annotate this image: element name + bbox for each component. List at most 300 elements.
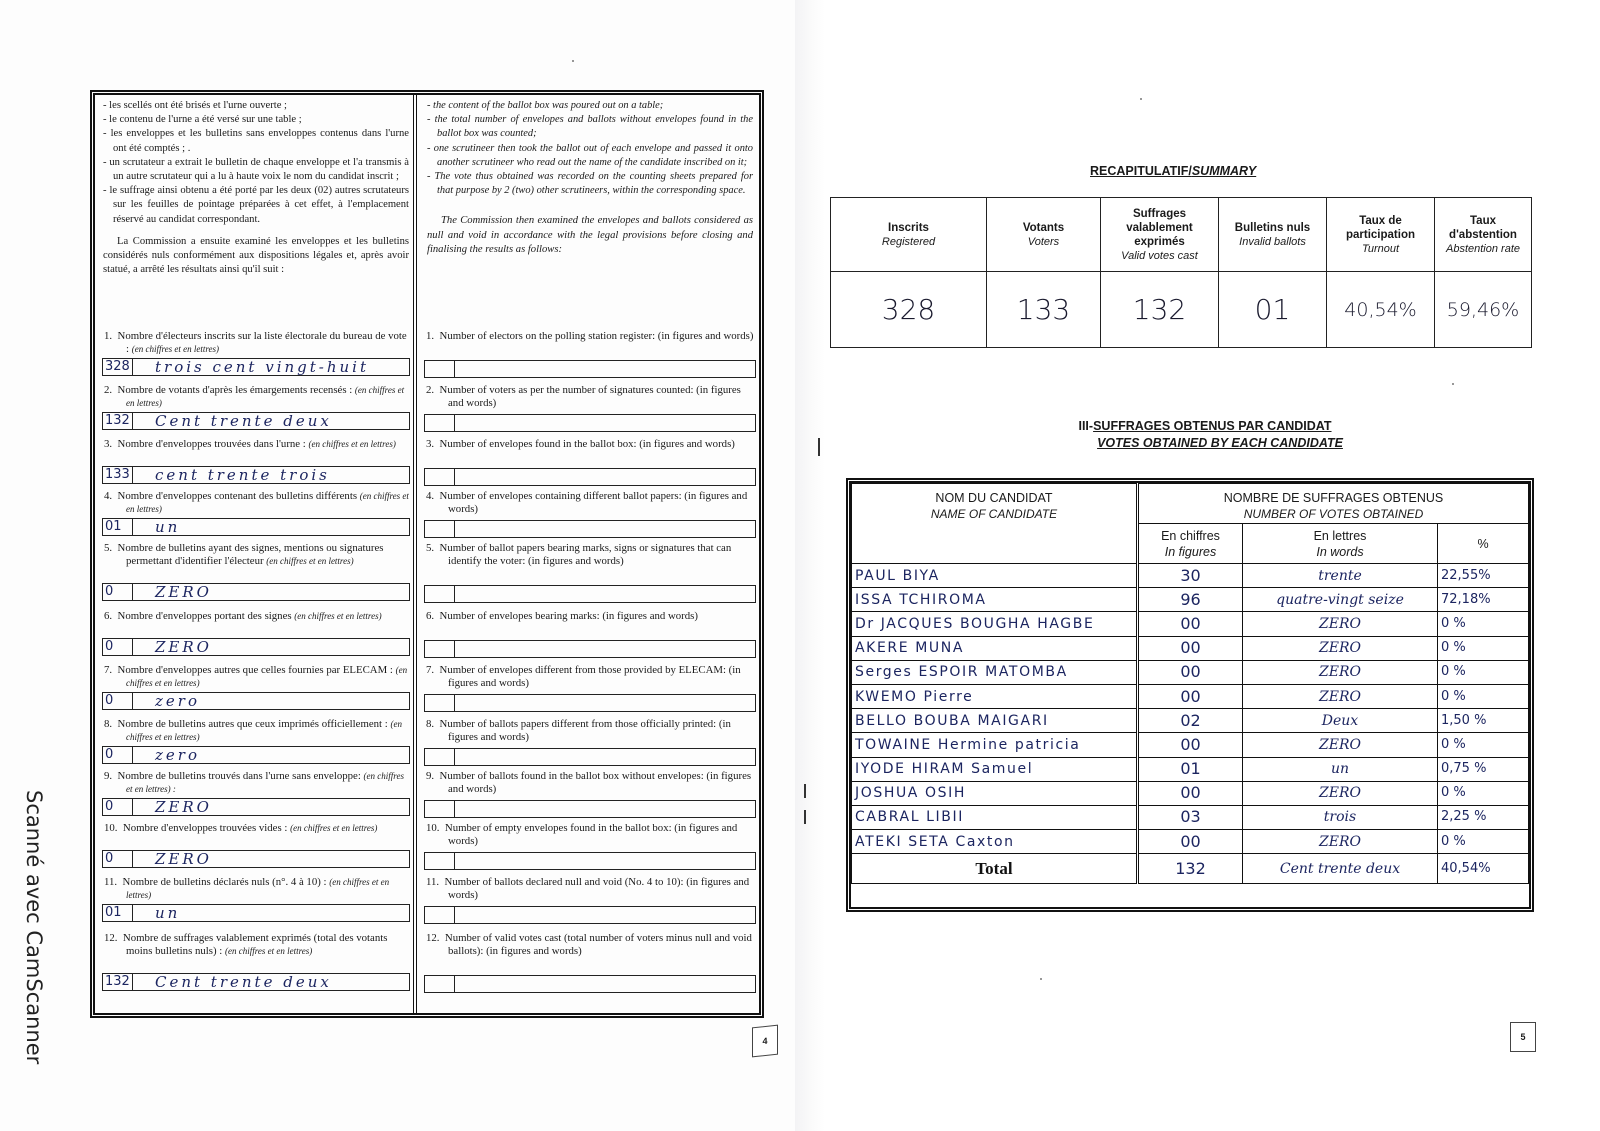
summary-values-row: [831, 272, 1532, 348]
answer-box[interactable]: [424, 640, 756, 658]
candidate-votes-words[interactable]: Deux: [1243, 709, 1438, 733]
candidate-results-table: [851, 483, 1529, 884]
result-item: [422, 542, 756, 568]
result-item: [100, 384, 410, 429]
candidate-row: [852, 830, 1529, 854]
candidate-header-row: [852, 484, 1529, 524]
answer-words[interactable]: zero: [155, 693, 200, 709]
item-number: 10.: [104, 822, 118, 834]
candidate-percent[interactable]: 2,25 %: [1438, 805, 1529, 829]
watermark-text: Scanné avec CamScanner: [22, 790, 46, 1065]
candidate-votes-figures[interactable]: 00: [1138, 830, 1243, 854]
scan-speck: [1140, 98, 1142, 100]
item-label: [422, 664, 756, 690]
scan-speck: [1040, 978, 1042, 980]
answer-figure[interactable]: 0: [103, 639, 133, 655]
result-item: [100, 718, 410, 763]
candidate-name[interactable]: IYODE HIRAM Samuel: [852, 757, 1138, 781]
candidate-votes-figures[interactable]: 02: [1138, 709, 1243, 733]
header-invalid-ballots: Bulletins nuls Invalid ballots: [1219, 198, 1327, 272]
candidate-votes-figures[interactable]: 03: [1138, 805, 1243, 829]
book-gutter: [795, 0, 825, 1131]
value-abstention[interactable]: 59,46%: [1435, 272, 1532, 348]
candidate-name[interactable]: TOWAINE Hermine patricia: [852, 733, 1138, 757]
candidate-votes-figures[interactable]: 00: [1138, 636, 1243, 660]
item-label: [100, 438, 410, 451]
item-number: 8.: [426, 718, 435, 730]
answer-figure[interactable]: [425, 586, 455, 602]
item-label: [100, 932, 410, 958]
result-item: [100, 770, 410, 815]
answer-box[interactable]: [424, 975, 756, 993]
item-number: 7.: [426, 664, 435, 676]
candidate-name[interactable]: Serges ESPOIR MATOMBA: [852, 660, 1138, 684]
item-hint: (en chiffres et en lettres): [126, 877, 390, 900]
candidate-votes-words[interactable]: ZERO: [1243, 612, 1438, 636]
candidate-votes-words[interactable]: ZERO: [1243, 684, 1438, 708]
english-result-items: [422, 330, 756, 1010]
item-label: [100, 718, 410, 744]
item-text: Number of ballots papers different from those officially printed: (in figures and words): [439, 718, 731, 743]
answer-words[interactable]: ZERO: [155, 799, 212, 815]
answer-words[interactable]: [455, 521, 755, 537]
result-item: [422, 438, 756, 451]
header-candidate-name: NOM DU CANDIDAT NAME OF CANDIDATE: [852, 484, 1138, 564]
candidate-votes-figures[interactable]: 00: [1138, 660, 1243, 684]
item-text: Nombre de bulletins autres que ceux imprimés officiellement :: [117, 718, 388, 730]
answer-words[interactable]: ZERO: [155, 639, 212, 655]
answer-figure[interactable]: [425, 415, 455, 431]
candidate-name[interactable]: PAUL BIYA: [852, 564, 1138, 588]
item-label: [100, 542, 410, 568]
candidate-votes-figures[interactable]: 00: [1138, 781, 1243, 805]
procedure-step: - one scrutineer then took the ballot out of each envelope and passed it onto another scrutineer who read out the name of the candidate inscribed on it;: [427, 142, 753, 168]
summary-title: [1090, 164, 1256, 178]
result-item: [100, 610, 410, 655]
item-number: 7.: [104, 664, 113, 676]
answer-words[interactable]: ZERO: [155, 851, 212, 867]
answer-figure[interactable]: [425, 749, 455, 765]
item-text: Nombre de bulletins déclarés nuls (n°. 4 à 10) :: [122, 876, 327, 888]
item-number: 6.: [426, 610, 435, 622]
item-number: 3.: [104, 438, 113, 450]
answer-box[interactable]: [424, 748, 756, 766]
answer-figure[interactable]: [425, 361, 455, 377]
candidate-percent[interactable]: 0 %: [1438, 684, 1529, 708]
result-item: [100, 542, 410, 600]
answer-box[interactable]: [102, 798, 410, 816]
candidate-votes-words[interactable]: un: [1243, 757, 1438, 781]
result-item: [100, 330, 410, 375]
header-in-figures: En chiffres In figures: [1138, 524, 1243, 564]
candidate-row: [852, 733, 1529, 757]
french-result-items: [100, 330, 410, 1010]
procedure-step: - The vote thus obtained was recorded on the counting sheets prepared for that purpose by 2 (two) other scrutineers, within the corresponding space.: [427, 171, 753, 197]
answer-words[interactable]: Cent trente deux: [155, 413, 332, 429]
item-text: Number of voters as per the number of signatures counted: (in figures and words): [439, 384, 741, 409]
candidate-row: [852, 684, 1529, 708]
item-text: Nombre d'enveloppes autres que celles fournies par ELECAM :: [117, 664, 393, 676]
result-item: [422, 490, 756, 516]
header-turnout: Taux de participation Turnout: [1327, 198, 1435, 272]
candidate-name[interactable]: JOSHUA OSIH: [852, 781, 1138, 805]
header-abstention: Taux d'abstention Abstention rate: [1435, 198, 1532, 272]
item-label: [422, 876, 756, 902]
result-item: [422, 770, 756, 796]
total-votes-words[interactable]: Cent trente deux: [1243, 854, 1438, 884]
total-label: Total: [852, 854, 1138, 884]
item-text: Nombre d'enveloppes trouvées vides :: [122, 822, 288, 834]
section-number: III-: [1078, 419, 1094, 433]
answer-words[interactable]: [455, 907, 755, 923]
section-title-en: VOTES OBTAINED BY EACH CANDIDATE: [1097, 436, 1343, 450]
item-hint: (en chiffres et en lettres): [266, 556, 354, 566]
item-number: 5.: [426, 542, 435, 554]
header-votes-obtained: NOMBRE DE SUFFRAGES OBTENUS NUMBER OF VOTES OBTAINED: [1138, 484, 1529, 524]
item-text: Number of electors on the polling station register: (in figures and words): [439, 330, 754, 342]
item-label: [100, 664, 410, 690]
procedure-step: - the content of the ballot box was poured out on a table;: [427, 100, 664, 111]
answer-words[interactable]: [455, 469, 755, 485]
candidate-row: [852, 709, 1529, 733]
value-turnout[interactable]: 40,54%: [1327, 272, 1435, 348]
item-text: Number of ballots found in the ballot box without envelopes: (in figures and words): [439, 770, 752, 795]
answer-box[interactable]: [102, 904, 410, 922]
item-text: Number of envelopes bearing marks: (in figures and words): [439, 610, 698, 622]
candidate-percent[interactable]: 0 %: [1438, 612, 1529, 636]
item-number: 4.: [426, 490, 435, 502]
answer-figure[interactable]: 01: [103, 519, 133, 535]
result-item: [422, 664, 756, 690]
candidate-votes-words[interactable]: ZERO: [1243, 733, 1438, 757]
item-number: 9.: [426, 770, 435, 782]
answer-box[interactable]: [102, 850, 410, 868]
item-number: 10.: [426, 822, 440, 834]
item-hint: (en chiffres et en lettres): [224, 946, 313, 956]
item-hint: (en chiffres et en lettres): [308, 439, 396, 449]
candidate-votes-words[interactable]: trente: [1243, 564, 1438, 588]
answer-box[interactable]: [102, 518, 410, 536]
header-registered: Inscrits Registered: [831, 198, 987, 272]
candidate-percent[interactable]: 0 %: [1438, 781, 1529, 805]
answer-words[interactable]: Cent trente deux: [155, 974, 332, 990]
answer-figure[interactable]: [425, 521, 455, 537]
candidate-percent[interactable]: 0 %: [1438, 660, 1529, 684]
item-text: Number of envelopes found in the ballot box: (in figures and words): [439, 438, 735, 450]
item-hint: (en chiffres et en lettres): [131, 344, 220, 354]
answer-words[interactable]: [455, 749, 755, 765]
summary-title-en: SUMMARY: [1191, 164, 1257, 178]
result-item: [422, 610, 756, 623]
english-procedure-list: [427, 99, 753, 198]
candidate-row: [852, 660, 1529, 684]
answer-box[interactable]: [424, 414, 756, 432]
result-item: [100, 438, 410, 483]
candidate-row: [852, 588, 1529, 612]
candidate-percent[interactable]: 0 %: [1438, 733, 1529, 757]
item-number: 2.: [104, 384, 113, 396]
candidate-votes-figures[interactable]: 00: [1138, 684, 1243, 708]
answer-figure[interactable]: 132: [103, 413, 133, 429]
item-text: Number of ballot papers bearing marks, signs or signatures that can identify the voter: (in figures and words): [439, 542, 732, 567]
answer-figure[interactable]: [425, 469, 455, 485]
answer-words[interactable]: [455, 586, 755, 602]
answer-figure[interactable]: [425, 695, 455, 711]
item-label: [422, 490, 756, 516]
answer-words[interactable]: [455, 801, 755, 817]
answer-figure[interactable]: 0: [103, 851, 133, 867]
item-text: Number of envelopes containing different ballot papers: (in figures and words): [439, 490, 748, 515]
answer-words[interactable]: [455, 361, 755, 377]
section-title-fr: SUFFRAGES OBTENUS PAR CANDIDAT: [1093, 419, 1332, 433]
item-number: 1.: [104, 330, 113, 342]
answer-box[interactable]: [102, 973, 410, 991]
value-voters[interactable]: 133: [987, 272, 1101, 348]
total-row: [852, 854, 1529, 884]
scan-speck: [572, 60, 574, 62]
answer-box[interactable]: [102, 466, 410, 484]
item-label: [422, 330, 756, 343]
procedure-step: - le contenu de l'urne a été versé sur une table ;: [103, 114, 302, 126]
candidate-votes-words[interactable]: ZERO: [1243, 636, 1438, 660]
total-percent[interactable]: 40,54%: [1438, 854, 1529, 884]
header-percent: %: [1438, 524, 1529, 564]
answer-figure[interactable]: 01: [103, 905, 133, 921]
candidate-percent[interactable]: 0 %: [1438, 636, 1529, 660]
item-hint: (en chiffres et en lettres) :: [126, 771, 404, 794]
item-label: [100, 610, 410, 623]
item-number: 3.: [426, 438, 435, 450]
scan-speck: [1452, 383, 1454, 385]
french-commission-paragraph: La Commission a ensuite examiné les enveloppes et les bulletins considérés nuls conformément aux dispositions légales et, après avoir statué, a arrêté les résultats ainsi qu'il suit :: [103, 235, 409, 276]
candidate-name[interactable]: ATEKI SETA Caxton: [852, 830, 1138, 854]
candidate-votes-figures[interactable]: 00: [1138, 612, 1243, 636]
answer-words[interactable]: un: [155, 905, 181, 921]
item-hint: (en chiffres et en lettres): [126, 491, 409, 514]
candidate-percent[interactable]: 0 %: [1438, 830, 1529, 854]
value-invalid-ballots[interactable]: 01: [1219, 272, 1327, 348]
answer-box[interactable]: [102, 358, 410, 376]
result-item: [100, 822, 410, 867]
answer-figure[interactable]: 0: [103, 747, 133, 763]
scan-mark: [818, 438, 820, 456]
candidate-row: [852, 781, 1529, 805]
candidate-percent[interactable]: 0,75 %: [1438, 757, 1529, 781]
answer-words[interactable]: [455, 695, 755, 711]
summary-header-row: [831, 198, 1532, 272]
item-number: 11.: [426, 876, 440, 888]
candidate-name[interactable]: Dr JACQUES BOUGHA HAGBE: [852, 612, 1138, 636]
candidate-section-title: [1055, 418, 1355, 452]
value-valid-votes[interactable]: 132: [1101, 272, 1219, 348]
candidate-row: [852, 805, 1529, 829]
page-number-4: 4: [752, 1025, 778, 1058]
item-number: 6.: [104, 610, 113, 622]
candidate-votes-figures[interactable]: 00: [1138, 733, 1243, 757]
answer-box[interactable]: [424, 360, 756, 378]
candidate-votes-figures[interactable]: 96: [1138, 588, 1243, 612]
answer-words[interactable]: [455, 976, 755, 992]
answer-words[interactable]: zero: [155, 747, 200, 763]
item-text: Nombre d'enveloppes portant des signes: [117, 610, 292, 622]
french-procedure-list: [103, 99, 409, 227]
candidate-row: [852, 612, 1529, 636]
candidate-row: [852, 564, 1529, 588]
candidate-votes-words[interactable]: trois: [1243, 805, 1438, 829]
camscanner-watermark: [8, 790, 48, 1090]
item-number: 5.: [104, 542, 113, 554]
result-item: [422, 330, 756, 343]
result-item: [422, 384, 756, 410]
header-voters: Votants Voters: [987, 198, 1101, 272]
item-hint: (en chiffres et en lettres): [126, 719, 402, 742]
candidate-percent[interactable]: 1,50 %: [1438, 709, 1529, 733]
item-number: 1.: [426, 330, 435, 342]
candidate-name[interactable]: AKERE MUNA: [852, 636, 1138, 660]
procedure-step: - les scellés ont été brisés et l'urne ouverte ;: [103, 100, 287, 111]
item-number: 12.: [104, 932, 118, 944]
candidate-percent[interactable]: 22,55%: [1438, 564, 1529, 588]
answer-box[interactable]: [102, 412, 410, 430]
answer-words[interactable]: cent trente trois: [155, 467, 330, 483]
answer-words[interactable]: [455, 853, 755, 869]
english-commission-paragraph: The Commission then examined the envelopes and ballots considered as null and void in accordance with the legal provisions before closing and finalising the results as follows:: [427, 215, 753, 255]
item-label: [100, 822, 410, 835]
result-item: [100, 664, 410, 709]
answer-words[interactable]: un: [155, 519, 181, 535]
total-votes-figures[interactable]: 132: [1138, 854, 1243, 884]
procedure-step: - le suffrage ainsi obtenu a été porté par les deux (02) autres scrutateurs sur les feuilles de pointage préparées à cet effet, à l'emplacement réservé au candidat correspondant.: [103, 185, 409, 225]
header-in-words: En lettres In words: [1243, 524, 1438, 564]
answer-figure[interactable]: [425, 853, 455, 869]
item-label: [100, 384, 410, 410]
item-text: Nombre d'enveloppes contenant des bulletins différents: [117, 490, 358, 502]
answer-words[interactable]: [455, 641, 755, 657]
item-text: Nombre de suffrages valablement exprimés (total des votants moins bulletins nuls) :: [122, 932, 388, 957]
candidate-name[interactable]: ISSA TCHIROMA: [852, 588, 1138, 612]
item-text: Nombre d'enveloppes trouvées dans l'urne :: [117, 438, 306, 450]
candidate-name[interactable]: KWEMO Pierre: [852, 684, 1138, 708]
item-label: [422, 610, 756, 623]
item-label: [422, 822, 756, 848]
result-item: [100, 876, 410, 921]
answer-box[interactable]: [102, 583, 410, 601]
summary-title-fr: RECAPITULATIF/: [1090, 164, 1192, 178]
candidate-row: [852, 757, 1529, 781]
candidate-votes-words[interactable]: ZERO: [1243, 830, 1438, 854]
result-item: [422, 718, 756, 744]
answer-figure[interactable]: [425, 907, 455, 923]
item-text: Number of envelopes different from those provided by ELECAM: (in figures and words): [439, 664, 741, 689]
item-label: [100, 330, 410, 356]
answer-box[interactable]: [424, 694, 756, 712]
candidate-votes-words[interactable]: ZERO: [1243, 781, 1438, 805]
answer-figure[interactable]: 133: [103, 467, 133, 483]
page-number-5: 5: [1510, 1022, 1536, 1052]
item-hint: (en chiffres et en lettres): [294, 611, 382, 621]
candidate-name[interactable]: CABRAL LIBII: [852, 805, 1138, 829]
result-item: [100, 490, 410, 535]
value-registered[interactable]: 328: [831, 272, 987, 348]
candidate-votes-words[interactable]: quatre-vingt seize: [1243, 588, 1438, 612]
item-label: [100, 876, 410, 902]
answer-box[interactable]: [102, 638, 410, 656]
candidate-results-frame: [846, 478, 1534, 912]
item-label: [422, 718, 756, 744]
procedure-step: - the total number of envelopes and ballots without envelopes found in the ballot box was counted;: [427, 114, 753, 140]
item-hint: (en chiffres et en lettres): [290, 823, 378, 833]
result-item: [100, 932, 410, 990]
item-text: Nombre de votants d'après les émargements recensés :: [117, 384, 353, 396]
item-text: Nombre de bulletins ayant des signes, mentions ou signatures permettant d'identifier l'électeur: [117, 542, 384, 567]
item-label: [422, 932, 756, 958]
item-label: [422, 438, 756, 451]
procedure-step: - un scrutateur a extrait le bulletin de chaque enveloppe et l'a transmis à un autre scrutateur qui a lu à haute voix le nom du candidat inscrit ;: [103, 156, 409, 183]
item-number: 4.: [104, 490, 113, 502]
answer-box[interactable]: [102, 746, 410, 764]
candidate-percent[interactable]: 72,18%: [1438, 588, 1529, 612]
scan-mark: [804, 810, 806, 824]
item-text: Nombre de bulletins trouvés dans l'urne sans enveloppe:: [117, 770, 361, 782]
item-label: [422, 770, 756, 796]
item-label: [100, 490, 410, 516]
answer-box[interactable]: [424, 800, 756, 818]
answer-figure[interactable]: 0: [103, 584, 133, 600]
item-hint: (en chiffres et en lettres): [126, 665, 408, 688]
summary-table: [830, 197, 1532, 348]
procedure-step: - les enveloppes et les bulletins sans enveloppes contenus dans l'urne ont été comptés ; .: [103, 128, 409, 154]
result-item: [422, 822, 756, 848]
item-number: 8.: [104, 718, 113, 730]
item-text: Number of valid votes cast (total number of voters minus null and void ballots): (in figures and words): [444, 932, 752, 957]
item-label: [100, 770, 410, 796]
answer-words[interactable]: [455, 415, 755, 431]
candidate-votes-figures[interactable]: 30: [1138, 564, 1243, 588]
item-number: 2.: [426, 384, 435, 396]
answer-box[interactable]: [424, 585, 756, 603]
item-hint: (en chiffres et en lettres): [126, 385, 405, 408]
header-valid-votes: Suffrages valablement exprimés Valid votes cast: [1101, 198, 1219, 272]
candidate-row: [852, 636, 1529, 660]
answer-figure[interactable]: 132: [103, 974, 133, 990]
answer-box[interactable]: [424, 852, 756, 870]
answer-figure[interactable]: 0: [103, 799, 133, 815]
item-text: Number of ballots declared null and void (No. 4 to 10): (in figures and words): [444, 876, 750, 901]
candidate-votes-words[interactable]: ZERO: [1243, 660, 1438, 684]
item-text: Number of empty envelopes found in the ballot box: (in figures and words): [444, 822, 738, 847]
answer-words[interactable]: ZERO: [155, 584, 212, 600]
scan-mark: [804, 784, 806, 798]
item-number: 12.: [426, 932, 440, 944]
item-label: [422, 384, 756, 410]
answer-words[interactable]: trois cent vingt-huit: [155, 359, 370, 375]
item-text: Nombre d'électeurs inscrits sur la liste électorale du bureau de vote :: [117, 330, 407, 355]
answer-box[interactable]: [424, 906, 756, 924]
answer-figure[interactable]: 328: [103, 359, 133, 375]
answer-box[interactable]: [424, 520, 756, 538]
result-item: [422, 932, 756, 958]
answer-figure[interactable]: [425, 801, 455, 817]
candidate-name[interactable]: BELLO BOUBA MAIGARI: [852, 709, 1138, 733]
item-number: 9.: [104, 770, 113, 782]
candidate-votes-figures[interactable]: 01: [1138, 757, 1243, 781]
item-number: 11.: [104, 876, 118, 888]
answer-figure[interactable]: [425, 641, 455, 657]
answer-box[interactable]: [102, 692, 410, 710]
answer-figure[interactable]: [425, 976, 455, 992]
answer-box[interactable]: [424, 468, 756, 486]
answer-figure[interactable]: 0: [103, 693, 133, 709]
